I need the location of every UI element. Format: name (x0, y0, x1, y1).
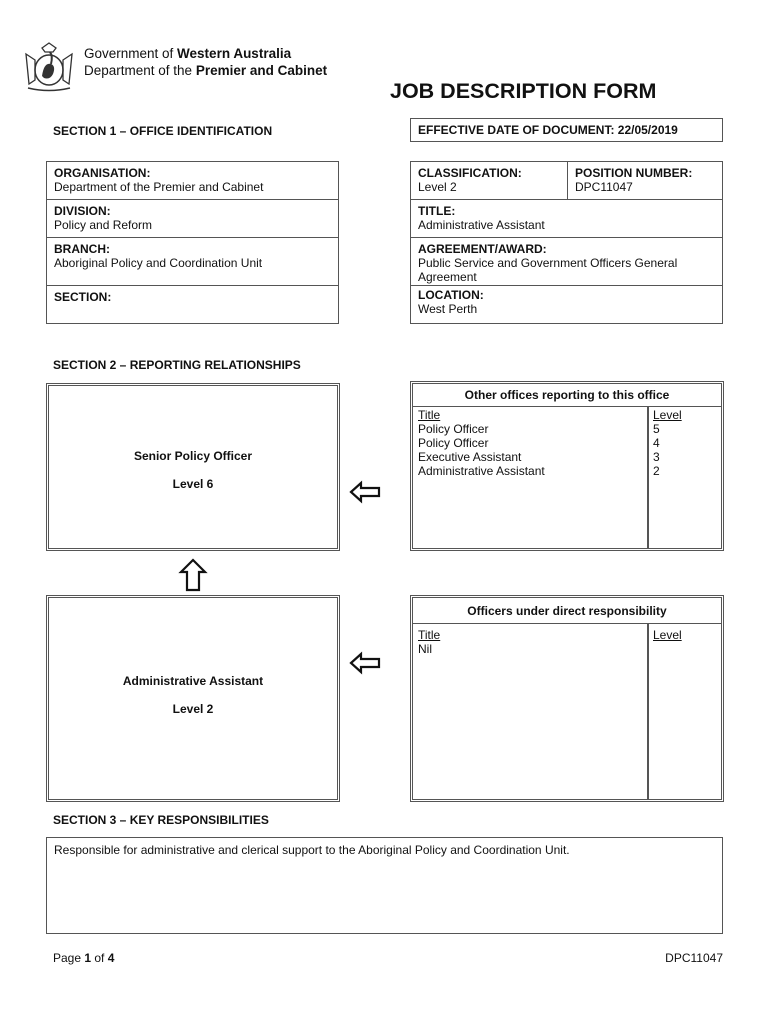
department-name: Department of the Premier and Cabinet (84, 63, 328, 78)
other-office-level: 3 (653, 450, 660, 464)
other-offices-level-header: Level (653, 408, 682, 422)
branch-label: BRANCH: (54, 242, 110, 256)
other-offices-divider-v (647, 406, 649, 548)
section3-heading: SECTION 3 – KEY RESPONSIBILITIES (53, 813, 269, 827)
title-cell (410, 199, 723, 238)
branch-value: Aboriginal Policy and Coordination Unit (54, 256, 263, 270)
direct-divider-v (647, 623, 649, 799)
location-value: West Perth (418, 302, 478, 316)
division-value: Policy and Reform (54, 218, 153, 232)
agreement-cell (410, 237, 723, 286)
position-number-value: DPC11047 (575, 180, 633, 194)
supervisor-box (46, 383, 340, 551)
title-label: TITLE: (418, 204, 456, 218)
other-office-level: 4 (653, 436, 660, 450)
direct-title-header: Title (418, 628, 441, 642)
other-offices-divider-h (413, 406, 721, 407)
title-value: Administrative Assistant (418, 218, 545, 232)
government-name: Government of Western Australia (84, 46, 292, 61)
wa-crest-logo (20, 40, 78, 92)
organisation-cell (46, 161, 339, 200)
classification-label: CLASSIFICATION: (418, 166, 522, 180)
other-offices-level-col (653, 408, 682, 478)
organisation-label: ORGANISATION: (54, 166, 151, 180)
other-office-title: Policy Officer (418, 422, 489, 436)
division-label: DIVISION: (54, 204, 111, 218)
direct-responsibility-box (410, 595, 724, 802)
position-number-label: POSITION NUMBER: (575, 166, 693, 180)
supervisor-title: Senior Policy Officer (133, 449, 253, 463)
direct-title-col (418, 628, 440, 656)
section-label: SECTION: (54, 290, 112, 304)
classification-value: Level 2 (418, 180, 457, 194)
position-number-cell (567, 161, 723, 200)
supervisor-level: Level 6 (172, 477, 214, 491)
up-arrow-icon (178, 558, 208, 592)
document-code: DPC11047 (665, 951, 723, 965)
direct-responsibility-heading: Officers under direct responsibility (467, 604, 667, 618)
position-box (46, 595, 340, 802)
other-office-title: Policy Officer (418, 436, 489, 450)
key-responsibilities-box (46, 837, 723, 934)
direct-title-value: Nil (418, 642, 432, 656)
other-offices-box (410, 381, 724, 551)
other-office-title: Executive Assistant (418, 450, 522, 464)
agreement-label: AGREEMENT/AWARD: (418, 242, 547, 256)
agreement-value: Public Service and Government Officers General Agreement (418, 256, 678, 284)
key-responsibilities-text: Responsible for administrative and clerical support to the Aboriginal Policy and Coordination Unit. (54, 843, 570, 857)
left-arrow-icon (349, 651, 381, 675)
organisation-value: Department of the Premier and Cabinet (54, 180, 264, 194)
other-office-level: 5 (653, 422, 660, 436)
other-office-level: 2 (653, 464, 660, 478)
direct-divider-h (413, 623, 721, 624)
left-arrow-icon (349, 480, 381, 504)
branch-cell (46, 237, 339, 286)
other-offices-title-header: Title (418, 408, 441, 422)
section2-heading: SECTION 2 – REPORTING RELATIONSHIPS (53, 358, 301, 372)
classification-cell (410, 161, 568, 200)
other-offices-title-col (418, 408, 545, 478)
location-cell (410, 285, 723, 324)
section1-heading: SECTION 1 – OFFICE IDENTIFICATION (53, 124, 273, 138)
direct-level-col (653, 628, 682, 642)
other-offices-heading: Other offices reporting to this office (464, 388, 670, 402)
effective-date-box (410, 118, 723, 142)
section-cell (46, 285, 339, 324)
other-office-title: Administrative Assistant (418, 464, 545, 478)
division-cell (46, 199, 339, 238)
position-level: Level 2 (172, 702, 214, 716)
position-title: Administrative Assistant (122, 674, 264, 688)
form-title: JOB DESCRIPTION FORM (390, 79, 657, 103)
page-number: Page 1 of 4 (53, 951, 115, 965)
direct-level-header: Level (653, 628, 682, 642)
effective-date: EFFECTIVE DATE OF DOCUMENT: 22/05/2019 (418, 123, 678, 137)
location-label: LOCATION: (418, 288, 484, 302)
